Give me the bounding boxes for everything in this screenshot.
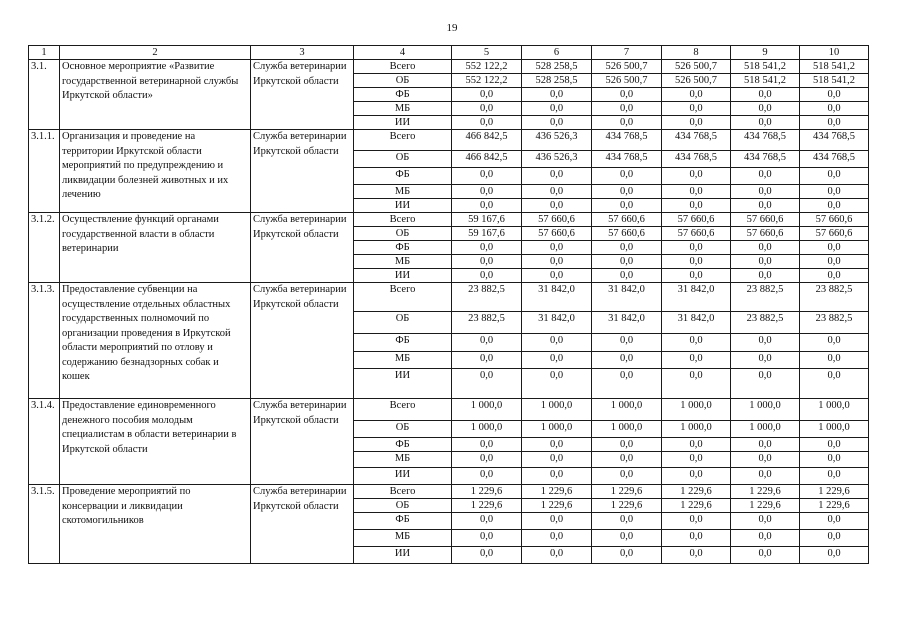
funding-source: ИИ — [354, 369, 452, 399]
amount-cell: 0,0 — [662, 530, 731, 547]
funding-source: Всего — [354, 130, 452, 151]
amount-cell: 0,0 — [662, 185, 731, 199]
amount-cell: 1 000,0 — [731, 399, 800, 421]
amount-cell: 0,0 — [452, 269, 522, 283]
funding-source: ФБ — [354, 241, 452, 255]
funding-source: ФБ — [354, 168, 452, 185]
amount-cell: 0,0 — [452, 185, 522, 199]
amount-cell: 31 842,0 — [662, 283, 731, 312]
funding-source: ОБ — [354, 74, 452, 88]
amount-cell: 552 122,2 — [452, 74, 522, 88]
funding-source: МБ — [354, 255, 452, 269]
column-header-6: 6 — [522, 46, 592, 60]
funding-source: Всего — [354, 60, 452, 74]
amount-cell: 526 500,7 — [662, 74, 731, 88]
amount-cell: 0,0 — [522, 334, 592, 352]
funding-source: Всего — [354, 485, 452, 499]
amount-cell: 59 167,6 — [452, 213, 522, 227]
amount-cell: 0,0 — [452, 116, 522, 130]
amount-cell: 434 768,5 — [731, 151, 800, 168]
amount-cell: 0,0 — [592, 199, 662, 213]
amount-cell: 0,0 — [731, 116, 800, 130]
funding-source: ОБ — [354, 151, 452, 168]
amount-cell: 0,0 — [452, 530, 522, 547]
amount-cell: 57 660,6 — [662, 227, 731, 241]
amount-cell: 436 526,3 — [522, 151, 592, 168]
amount-cell: 0,0 — [662, 547, 731, 564]
amount-cell: 0,0 — [662, 452, 731, 468]
amount-cell: 0,0 — [800, 255, 869, 269]
funding-source: ИИ — [354, 468, 452, 485]
amount-cell: 0,0 — [800, 352, 869, 369]
amount-cell: 1 229,6 — [800, 499, 869, 513]
amount-cell: 0,0 — [800, 452, 869, 468]
amount-cell: 31 842,0 — [522, 312, 592, 334]
amount-cell: 31 842,0 — [592, 283, 662, 312]
funding-source: ИИ — [354, 269, 452, 283]
amount-cell: 0,0 — [731, 468, 800, 485]
amount-cell: 0,0 — [452, 452, 522, 468]
amount-cell: 552 122,2 — [452, 60, 522, 74]
amount-cell: 0,0 — [731, 452, 800, 468]
amount-cell: 434 768,5 — [592, 130, 662, 151]
amount-cell: 0,0 — [662, 468, 731, 485]
amount-cell: 0,0 — [592, 88, 662, 102]
amount-cell: 0,0 — [800, 269, 869, 283]
amount-cell: 0,0 — [452, 102, 522, 116]
amount-cell: 57 660,6 — [800, 213, 869, 227]
table-row — [29, 399, 869, 421]
column-header-7: 7 — [592, 46, 662, 60]
amount-cell: 434 768,5 — [731, 130, 800, 151]
amount-cell: 57 660,6 — [522, 227, 592, 241]
amount-cell: 0,0 — [662, 199, 731, 213]
funding-source: ОБ — [354, 499, 452, 513]
amount-cell: 0,0 — [662, 102, 731, 116]
amount-cell: 23 882,5 — [452, 312, 522, 334]
header-row — [29, 46, 869, 60]
amount-cell: 0,0 — [800, 369, 869, 399]
amount-cell: 0,0 — [731, 530, 800, 547]
section-executor: Служба ветеринарии Иркутской области — [251, 213, 354, 283]
funding-source: ФБ — [354, 438, 452, 452]
amount-cell: 434 768,5 — [800, 130, 869, 151]
amount-cell: 0,0 — [522, 269, 592, 283]
amount-cell: 1 000,0 — [731, 421, 800, 438]
amount-cell: 0,0 — [731, 369, 800, 399]
amount-cell: 0,0 — [452, 468, 522, 485]
amount-cell: 0,0 — [522, 88, 592, 102]
amount-cell: 0,0 — [522, 185, 592, 199]
amount-cell: 0,0 — [662, 241, 731, 255]
amount-cell: 0,0 — [800, 530, 869, 547]
funding-source: МБ — [354, 452, 452, 468]
amount-cell: 0,0 — [592, 241, 662, 255]
amount-cell: 0,0 — [452, 255, 522, 269]
column-header-8: 8 — [662, 46, 731, 60]
section-executor: Служба ветеринарии Иркутской области — [251, 485, 354, 564]
amount-cell: 0,0 — [522, 102, 592, 116]
amount-cell: 1 229,6 — [731, 499, 800, 513]
funding-source: Всего — [354, 399, 452, 421]
amount-cell: 1 229,6 — [592, 499, 662, 513]
amount-cell: 0,0 — [731, 513, 800, 530]
section-code: 3.1.1. — [29, 130, 60, 213]
amount-cell: 0,0 — [452, 334, 522, 352]
amount-cell: 0,0 — [731, 102, 800, 116]
amount-cell: 518 541,2 — [731, 60, 800, 74]
amount-cell: 0,0 — [592, 369, 662, 399]
amount-cell: 1 229,6 — [592, 485, 662, 499]
column-header-10: 10 — [800, 46, 869, 60]
funding-source: МБ — [354, 185, 452, 199]
amount-cell: 0,0 — [522, 116, 592, 130]
amount-cell: 0,0 — [592, 334, 662, 352]
amount-cell: 434 768,5 — [662, 130, 731, 151]
amount-cell: 23 882,5 — [731, 312, 800, 334]
amount-cell: 0,0 — [592, 452, 662, 468]
amount-cell: 1 000,0 — [452, 421, 522, 438]
amount-cell: 0,0 — [662, 269, 731, 283]
section-code: 3.1.4. — [29, 399, 60, 485]
funding-source: ФБ — [354, 334, 452, 352]
amount-cell: 0,0 — [800, 468, 869, 485]
funding-source: ИИ — [354, 199, 452, 213]
amount-cell: 0,0 — [800, 116, 869, 130]
amount-cell: 59 167,6 — [452, 227, 522, 241]
amount-cell: 0,0 — [522, 199, 592, 213]
amount-cell: 0,0 — [452, 88, 522, 102]
amount-cell: 1 000,0 — [662, 421, 731, 438]
amount-cell: 436 526,3 — [522, 130, 592, 151]
table-row — [29, 213, 869, 227]
amount-cell: 0,0 — [662, 168, 731, 185]
amount-cell: 0,0 — [592, 438, 662, 452]
table-row — [29, 283, 869, 312]
section-name: Предоставление субвенции на осуществление отдельных областных государственных полномочий по организации проведения в Иркутской области мероприятий по отлову и содержанию безнадзорных собак и кошек — [60, 283, 251, 399]
section-name: Осуществление функций органами государственной власти в области ветеринарии — [60, 213, 251, 283]
amount-cell: 0,0 — [522, 168, 592, 185]
amount-cell: 0,0 — [452, 369, 522, 399]
amount-cell: 0,0 — [800, 547, 869, 564]
amount-cell: 57 660,6 — [522, 213, 592, 227]
section-executor: Служба ветеринарии Иркутской области — [251, 60, 354, 130]
section-executor: Служба ветеринарии Иркутской области — [251, 130, 354, 213]
funding-source: Всего — [354, 213, 452, 227]
amount-cell: 23 882,5 — [452, 283, 522, 312]
section-code: 3.1.2. — [29, 213, 60, 283]
table-row — [29, 485, 869, 499]
amount-cell: 0,0 — [592, 168, 662, 185]
amount-cell: 0,0 — [731, 185, 800, 199]
amount-cell: 0,0 — [522, 255, 592, 269]
amount-cell: 0,0 — [592, 185, 662, 199]
amount-cell: 0,0 — [800, 513, 869, 530]
amount-cell: 23 882,5 — [800, 283, 869, 312]
amount-cell: 1 000,0 — [592, 421, 662, 438]
amount-cell: 0,0 — [800, 334, 869, 352]
amount-cell: 1 229,6 — [522, 485, 592, 499]
amount-cell: 0,0 — [662, 369, 731, 399]
column-header-1: 1 — [29, 46, 60, 60]
amount-cell: 0,0 — [731, 269, 800, 283]
amount-cell: 434 768,5 — [662, 151, 731, 168]
amount-cell: 434 768,5 — [592, 151, 662, 168]
amount-cell: 466 842,5 — [452, 151, 522, 168]
amount-cell: 0,0 — [592, 352, 662, 369]
amount-cell: 466 842,5 — [452, 130, 522, 151]
amount-cell: 0,0 — [731, 547, 800, 564]
amount-cell: 1 229,6 — [452, 485, 522, 499]
amount-cell: 0,0 — [592, 530, 662, 547]
section-executor: Служба ветеринарии Иркутской области — [251, 399, 354, 485]
amount-cell: 0,0 — [662, 88, 731, 102]
amount-cell: 0,0 — [592, 513, 662, 530]
amount-cell: 0,0 — [662, 334, 731, 352]
column-header-9: 9 — [731, 46, 800, 60]
amount-cell: 23 882,5 — [800, 312, 869, 334]
section-name: Основное мероприятие «Развитие государственной ветеринарной службы Иркутской области» — [60, 60, 251, 130]
funding-source: ОБ — [354, 421, 452, 438]
amount-cell: 0,0 — [522, 513, 592, 530]
amount-cell: 0,0 — [592, 116, 662, 130]
amount-cell: 31 842,0 — [592, 312, 662, 334]
table-row — [29, 130, 869, 151]
amount-cell: 526 500,7 — [592, 74, 662, 88]
amount-cell: 0,0 — [800, 185, 869, 199]
amount-cell: 0,0 — [522, 352, 592, 369]
section-code: 3.1.3. — [29, 283, 60, 399]
section-name: Предоставление единовременного денежного пособия молодым специалистам в области ветеринарии в Иркутской области — [60, 399, 251, 485]
amount-cell: 0,0 — [522, 438, 592, 452]
table-body — [29, 60, 869, 564]
funding-source: МБ — [354, 530, 452, 547]
column-header-4: 4 — [354, 46, 452, 60]
amount-cell: 0,0 — [522, 369, 592, 399]
amount-cell: 528 258,5 — [522, 60, 592, 74]
amount-cell: 0,0 — [731, 241, 800, 255]
page-number: 19 — [446, 22, 458, 34]
amount-cell: 1 000,0 — [800, 421, 869, 438]
amount-cell: 57 660,6 — [800, 227, 869, 241]
funding-source: ФБ — [354, 88, 452, 102]
amount-cell: 0,0 — [800, 168, 869, 185]
section-executor: Служба ветеринарии Иркутской области — [251, 283, 354, 399]
amount-cell: 1 229,6 — [662, 485, 731, 499]
amount-cell: 0,0 — [731, 438, 800, 452]
amount-cell: 0,0 — [731, 88, 800, 102]
column-header-5: 5 — [452, 46, 522, 60]
amount-cell: 0,0 — [662, 438, 731, 452]
amount-cell: 0,0 — [522, 241, 592, 255]
amount-cell: 0,0 — [452, 168, 522, 185]
column-header-2: 2 — [60, 46, 251, 60]
amount-cell: 0,0 — [452, 241, 522, 255]
funding-source: МБ — [354, 102, 452, 116]
funding-source: ОБ — [354, 227, 452, 241]
section-name: Организация и проведение на территории Иркутской области мероприятий по предупреждению и ликвидации болезней животных и их лечению — [60, 130, 251, 213]
amount-cell: 0,0 — [800, 241, 869, 255]
amount-cell: 0,0 — [662, 513, 731, 530]
amount-cell: 0,0 — [731, 168, 800, 185]
funding-source: Всего — [354, 283, 452, 312]
amount-cell: 0,0 — [731, 334, 800, 352]
budget-table — [28, 45, 869, 564]
amount-cell: 0,0 — [731, 352, 800, 369]
amount-cell: 1 229,6 — [452, 499, 522, 513]
amount-cell: 31 842,0 — [662, 312, 731, 334]
amount-cell: 518 541,2 — [800, 60, 869, 74]
amount-cell: 0,0 — [592, 269, 662, 283]
funding-source: ИИ — [354, 116, 452, 130]
amount-cell: 31 842,0 — [522, 283, 592, 312]
funding-source: МБ — [354, 352, 452, 369]
amount-cell: 0,0 — [452, 352, 522, 369]
amount-cell: 0,0 — [452, 199, 522, 213]
amount-cell: 0,0 — [731, 255, 800, 269]
amount-cell: 1 000,0 — [592, 399, 662, 421]
amount-cell: 23 882,5 — [731, 283, 800, 312]
amount-cell: 518 541,2 — [800, 74, 869, 88]
table-row — [29, 60, 869, 74]
amount-cell: 1 000,0 — [452, 399, 522, 421]
amount-cell: 526 500,7 — [592, 60, 662, 74]
amount-cell: 0,0 — [522, 452, 592, 468]
amount-cell: 0,0 — [800, 199, 869, 213]
amount-cell: 1 000,0 — [662, 399, 731, 421]
section-code: 3.1.5. — [29, 485, 60, 564]
amount-cell: 57 660,6 — [731, 227, 800, 241]
amount-cell: 1 000,0 — [522, 421, 592, 438]
section-name: Проведение мероприятий по консервации и ликвидации скотомогильников — [60, 485, 251, 564]
amount-cell: 528 258,5 — [522, 74, 592, 88]
amount-cell: 0,0 — [592, 102, 662, 116]
amount-cell: 0,0 — [592, 255, 662, 269]
amount-cell: 0,0 — [592, 468, 662, 485]
funding-source: ФБ — [354, 513, 452, 530]
amount-cell: 1 229,6 — [522, 499, 592, 513]
amount-cell: 57 660,6 — [662, 213, 731, 227]
amount-cell: 0,0 — [800, 88, 869, 102]
amount-cell: 0,0 — [662, 116, 731, 130]
amount-cell: 0,0 — [522, 468, 592, 485]
amount-cell: 0,0 — [800, 102, 869, 116]
amount-cell: 0,0 — [452, 513, 522, 530]
amount-cell: 518 541,2 — [731, 74, 800, 88]
amount-cell: 57 660,6 — [592, 227, 662, 241]
amount-cell: 0,0 — [592, 547, 662, 564]
amount-cell: 57 660,6 — [731, 213, 800, 227]
column-header-3: 3 — [251, 46, 354, 60]
amount-cell: 0,0 — [452, 547, 522, 564]
amount-cell: 1 229,6 — [662, 499, 731, 513]
amount-cell: 0,0 — [522, 547, 592, 564]
amount-cell: 0,0 — [662, 352, 731, 369]
section-code: 3.1. — [29, 60, 60, 130]
amount-cell: 0,0 — [522, 530, 592, 547]
amount-cell: 0,0 — [662, 255, 731, 269]
amount-cell: 0,0 — [731, 199, 800, 213]
amount-cell: 1 229,6 — [800, 485, 869, 499]
amount-cell: 434 768,5 — [800, 151, 869, 168]
funding-source: ИИ — [354, 547, 452, 564]
amount-cell: 526 500,7 — [662, 60, 731, 74]
amount-cell: 57 660,6 — [592, 213, 662, 227]
amount-cell: 0,0 — [452, 438, 522, 452]
funding-source: ОБ — [354, 312, 452, 334]
amount-cell: 1 000,0 — [522, 399, 592, 421]
amount-cell: 1 229,6 — [731, 485, 800, 499]
amount-cell: 1 000,0 — [800, 399, 869, 421]
amount-cell: 0,0 — [800, 438, 869, 452]
